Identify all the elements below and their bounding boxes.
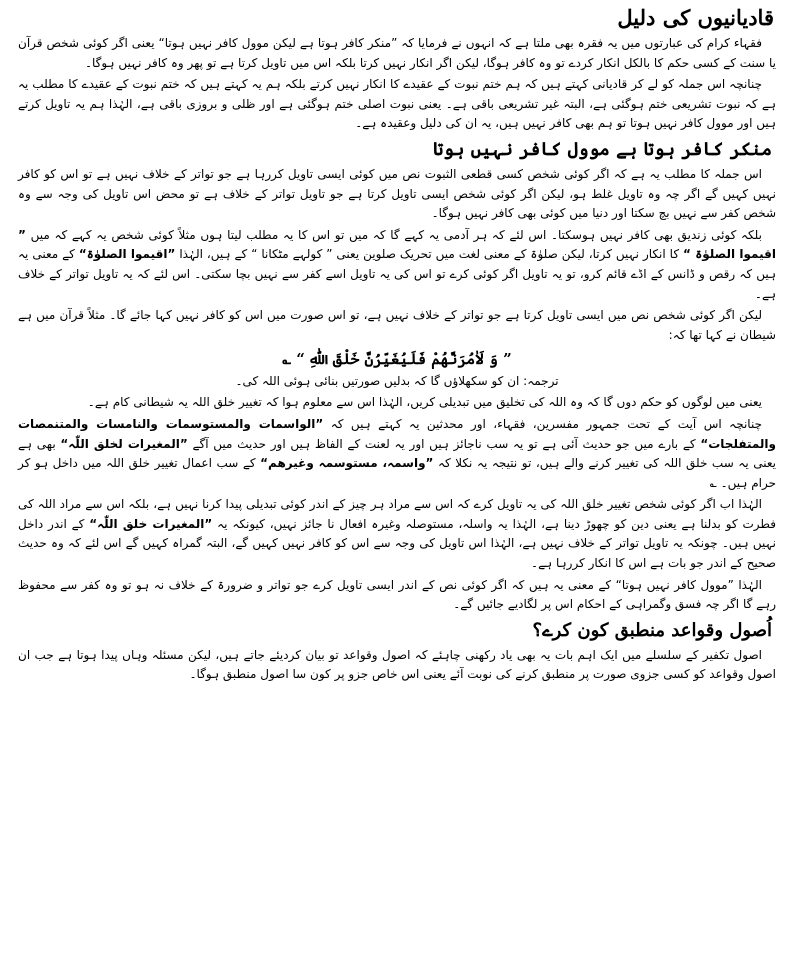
paragraph-meaning-of-phrase: اس جملہ کا مطلب یہ ہے کہ اگر کوئی شخص کسی قطعی الثبوت نص میں کوئی ایسی تاویل کررہا ہے جو تواتر کے خلاف نہیں ہے تو اس کو کافر نہیں کہیں گے اگر چہ وہ تاویل غلط ہو، لیکن اگر کوئی شخص ایسی تاویل کرتا ہے جو تاویل تواتر کے خلاف ہے تو محض اس تاویل کی وجہ سے وہ شخص کفر سے نہیں بچ سکتا اور دنیا میں کوئی بھی کافر نہیں ہوگا۔ xyxy=(18,166,776,221)
paragraph-text: بلکہ کوئی زندیق بھی کافر نہیں ہوسکتا۔ اس لئے کہ ہر آدمی یہ کہے گا کہ میں تو اس کا یہ مطلب لیتا ہوں مثلاً کوئی شخص یہ کہے کہ میں xyxy=(30,227,762,242)
paragraph-text: کے بارے میں جو حدیث آئی ہے تو یہ سب ناجائز ہیں اور یہ لعنت کے الفاظ ہیں اور حدیث میں آگے xyxy=(192,436,696,451)
heading-qadiyani-argument: قادیانیوں کی دلیل xyxy=(617,5,774,30)
paragraph-qadiyani-claim: چنانچہ اس جملہ کو لے کر قادیانی کہتے ہیں کہ ہم ختم نبوت کے عقیدے کا انکار نہیں کرتے بلکہ ہم یہ کہتے ہیں کہ ختم نبوت کے عقیدے کا مطلب یہ ہے کہ نبوت تشریعی ختم ہوگئی ہے، البتہ غیر تشریعی باقی ہے۔ یعنی نبوت اصلی ختم ہوگئی ہے اور ظلی و بروزی باقی ہے، الہٰذا ہم یہ تاویل کرتے ہیں اور موول کافر نہیں ہوتا تو ہم بھی کافر نہیں ہیں، یہ ان کی دلیل وعقیدہ ہے۔ xyxy=(18,77,776,131)
paragraph-zindiq-example xyxy=(18,226,776,304)
quote-aqimu-salah-2: ”اقیموا الصلوٰۃ“ xyxy=(78,247,176,262)
heading-munkir-muawwil: منکر کافر ہوتا ہے موول کافر نہیں ہوتا xyxy=(432,138,772,160)
quote-wasimat: ”الواسمات والمستوسمات والنامسات والمتنمصات والمتفلجات“ xyxy=(18,416,776,451)
quote-mughayyirat: ”المغیرات لخلق اللّٰہ“ xyxy=(60,436,188,451)
paragraph-fitrah-interpretation xyxy=(18,495,776,573)
quran-verse: ” وَ لَاٰمُرَنَّهُمْ فَلَيُغَيِّرُنَّ خَلْقَ اللّٰهِ “ ؎ xyxy=(282,350,512,369)
paragraph-conclusion: الہٰذا ”موول کافر نہیں ہوتا“ کے معنی یہ ہیں کہ اگر کوئی نص کے اندر ایسی تاویل کرے جو تواتر و ضرورۃ کے خلاف نہ ہو تو وہ کفر سے محفوظ رہے گا اگر چہ فسق وگمراہی کے احکام اس پر لگادیے جائیں گے۔ xyxy=(18,577,776,612)
paragraph-text: چنانچہ اس آیت کے تحت جمہور مفسرین، فقہاء، اور محدثین یہ کہتے ہیں کہ xyxy=(330,416,762,431)
paragraph-text: بھی ہے یعنی یہ سب خلق اللہ کی تغییر کرنے والے ہیں، تو نتیجہ یہ نکلا کہ xyxy=(18,436,776,471)
paragraph-text: کے سب اعمال تغییر خلق اللہ میں داخل ہو کر حرام ہیں۔ ؎ xyxy=(18,456,776,490)
paragraph-text: کے معنی یہ ہیں کہ رقص و ڈانس کے اڈے قائم کرو، تو یہ تاویل اگر کوئی کرے تو اس کی یہ تاویل اسے کفر سے نہیں بچا سکتی۔ اس لئے کہ یہ تاویل تواتر کے خلاف ہے۔ xyxy=(18,247,776,301)
paragraph-text: الہٰذا اب اگر کوئی شخص تغییر خلق اللہ کی یہ تاویل کرے کہ اس سے مراد ہر چیز کے اندر کوئی تبدیلی پیدا کرنا نہیں ہے، بلکہ اس سے مراد اللہ کی فطرت کو بدلنا ہے یعنی دین کو چھوڑ دینا ہے، الہٰذا یہ واسلہ، مستوصلہ وغیرہ افعال نا جائز نہیں، کیونکہ یہ xyxy=(18,497,776,531)
quote-aqimu-salah: ” اقیموا الصلوٰۃ “ xyxy=(18,227,776,262)
paragraph-text: کا انکار نہیں کرتا، لیکن صلوٰۃ کے معنی لغت میں تحریک صلوین یعنی ” کولہے مٹکانا “ کے ہیں، الہٰذا xyxy=(179,247,680,262)
paragraph-taghyir-satanic: یعنی میں لوگوں کو حکم دوں گا کہ وہ اللہ کی تخلیق میں تبدیلی کریں، الہٰذا اس سے معلوم ہوا کہ تغییر خلق اللہ یہ شیطانی کام ہے۔ xyxy=(87,395,762,410)
quote-mughayyirat-2: ”المغیرات خلق اللّٰہ“ xyxy=(89,516,213,531)
paragraph-non-tawatur-interpretation: لیکن اگر کوئی شخص نص میں ایسی تاویل کرتا ہے جو تواتر کے خلاف نہیں ہے، تو اس صورت میں اس کو کافر نہیں کہا جائے گا۔ مثلاً قرآن میں ہے شیطان نے کہا تھا کہ: xyxy=(18,308,776,342)
paragraph-hadith-wasimat xyxy=(18,415,776,493)
verse-translation: ترجمہ: ان کو سکھلاؤں گا کہ بدلیں صورتیں بنائی ہوئی اللہ کی۔ xyxy=(235,374,559,389)
paragraph-fuqaha-statement: فقہاء کرام کی عبارتوں میں یہ فقرہ بھی ملتا ہے کہ انہوں نے فرمایا کہ ”منکر کافر ہوتا ہے لیکن موول کافر نہیں ہوتا“ یعنی اگر کوئی شخص قرآن یا سنت کے کسی حکم کا بالکل انکار کردے تو وہ کافر ہوگا، لیکن اگر انکار نہیں کرتا بلکہ اس میں تاویل کرتا ہے تو پھر وہ کافر نہیں ہوگا۔ xyxy=(18,36,776,70)
heading-usool-application: اُصول وقواعد منطبق کون کرے؟ xyxy=(532,619,772,641)
quote-wasima: ”واسمہ، مستوسمہ وغیرھم“ xyxy=(260,456,434,471)
paragraph-text: کے اندر داخل نہیں ہیں۔ چونکہ یہ تاویل تواتر کے خلاف نہیں ہے، الہٰذا اس تاویل کی وجہ سے اس کو کافر نہیں کہیں گے، البتہ گمراہ کہیں گے اس لئے کہ وہ حدیث صحیح کے اندر جو بات ہے اس کا انکار کررہا ہے۔ xyxy=(18,516,776,571)
paragraph-usool-takfir: اصول تکفیر کے سلسلے میں ایک اہم بات یہ بھی یاد رکھنی چاہئے کہ اصول وقواعد تو بیان کردیئے جاتے ہیں، لیکن مسئلہ وہاں پیدا ہوتا ہے جب ان اصول وقواعد کو کسی جزوی صورت پر منطبق کرنے کی نوبت آئے یعنی اس خاص جزو پر کون سا اصول منطبق ہوگا۔ xyxy=(18,647,776,682)
